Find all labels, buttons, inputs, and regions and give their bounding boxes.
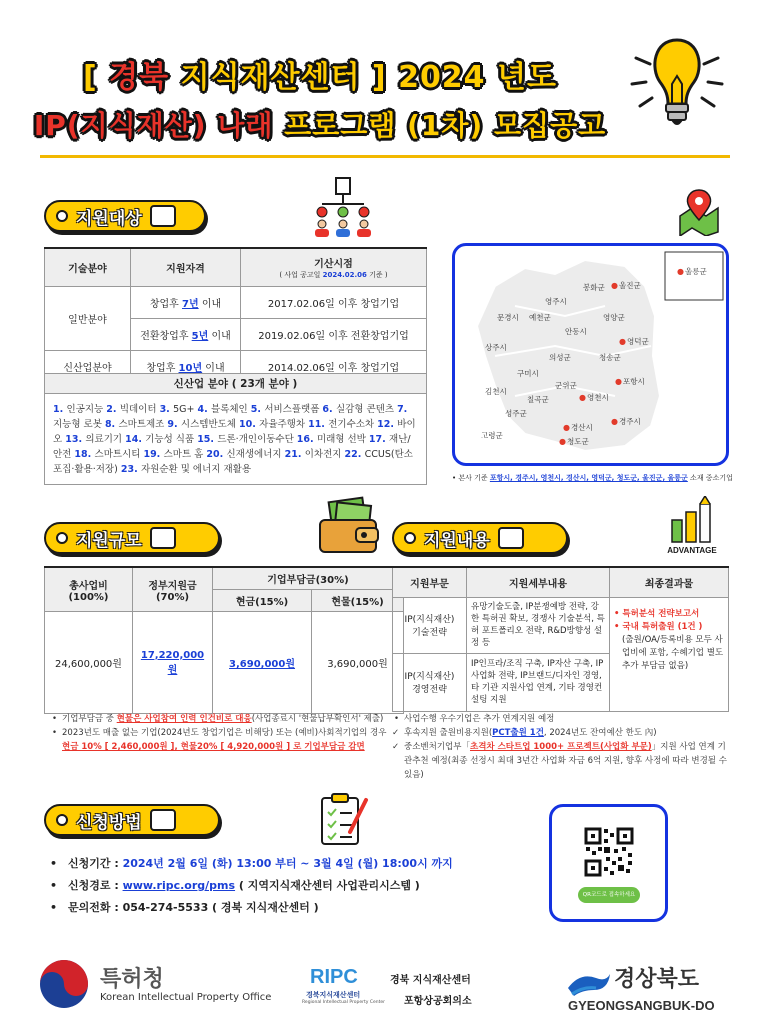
map-region-label: ●청도군 [559,437,589,446]
apply-route-link[interactable]: www.ripc.org/pms [122,879,236,892]
cell-qual: 창업후 7년 이내 [131,286,241,318]
qr-code[interactable] [584,827,634,877]
location-pin-icon: ● [563,423,570,432]
calculator-icon [150,527,176,549]
th-total: 총사업비 (100%) [45,567,133,612]
section-apply-pill [44,804,220,836]
map-region-label: 영주시 [545,297,567,306]
building-icon [150,205,176,227]
cell-date: 2017.02.06일 이후 창업기업 [241,286,427,318]
scale-note-2: • 2023년도 매출 없는 기업(2024년도 창업기업은 비해당) 또는 (예비)사회적기업의 경우 현금 10% [ 2,460,000원 ], 현물20% [ 4,920,000원 ] 로 기업부담금 감면 [50,726,392,754]
map-region-label: ●울릉군 [677,267,707,276]
cell-mgmt-strategy: IP(지식재산) 경영전략 [393,653,467,711]
clipboard-icon [316,790,372,848]
center-name-2: 포항상공회의소 [404,996,472,1007]
section-target-title: 지원대상 [76,208,142,229]
ripc-sub: 경북지식재산센터 [306,991,361,999]
center-name-1: 경북 지식재산센터 [390,975,471,986]
th-qualification: 지원자격 [131,248,241,286]
industry-item: 16. 미래형 선박 [296,434,366,445]
industry-item: 15. 드론·개인이동수단 [197,434,294,445]
section-scale-title: 지원규모 [76,530,142,551]
content-note-3: ✓ 중소벤처기업부「초격차 스타트업 1000+ 프로젝트(사업화 부문)」지원 사업 연계 기관추천 예정(최종 선정시 최대 3년간 사업화 자금 6억 지원, 향후 사정에 따라 변경될 수 있음) [392,740,730,782]
content-note-2: ✓ 후속지원 출원비용지원(PCT출원 1건, 2024년도 잔여예산 한도 內) [392,726,730,740]
th-cash: 현금(15%) [213,590,312,612]
bullet-dot [56,814,68,826]
team-checklist-icon [308,176,378,238]
location-pin-icon: ● [611,417,618,426]
th-burden: 기업부담금(30%) [213,567,404,590]
bullet-dot [56,210,68,222]
scale-table [44,566,404,714]
title-line-1: [ 경북 지식재산센터 ] 2024 년도 [83,60,557,95]
map-region-label: 영양군 [603,313,625,322]
location-pin-icon: ● [559,437,566,446]
content-notes-check [392,726,730,782]
new-industry-title: 신산업 분야 ( 23개 분야 ) [45,374,426,394]
industry-item: 7. 지능형 로봇 [53,404,408,430]
map-note: • 본사 기준 포항시, 경주시, 영천시, 경산시, 영덕군, 청도군, 울진군, 울릉군 소재 중소기업 [452,474,733,482]
cell-mgmt-detail: IP인프라/조직 구축, IP자산 구축, IP사업화 전략, IP브랜드/디자인 경영, 타 기관 지원사업 연계, 기타 경영컨설팅 지원 [467,653,610,711]
industry-item: 1. 인공지능 [53,404,104,415]
industry-item: 22. CCUS(탄소포집·활용·저장) [53,449,413,475]
kipo-english: Korean Intellectual Property Office [100,992,272,1003]
map-region-label: 상주시 [485,343,507,352]
apply-period: • 신청기간 : 2024년 2월 6일 (화) 13:00 부터 ~ 3월 4일 (월) 18:00시 까지 [50,853,453,875]
map-region-label: 예천군 [529,313,551,322]
location-pin-icon: ● [611,281,618,290]
kipo-emblem-icon [38,958,90,1010]
title-rule [40,155,730,158]
apply-route: • 신청경로 : www.ripc.org/pms ( 지역지식재산센터 사업관리시스템 ) [50,875,453,897]
cell-total: 24,600,000원 [45,612,133,714]
new-industry-list [45,394,426,485]
industry-item: 19. 스마트 홈 [143,449,204,460]
lightbulb-icon [622,18,732,138]
location-pin-icon: ● [579,393,586,402]
cell-new-industry-field: 신산업분야 [45,350,131,382]
industry-item: 4. 블록체인 [197,404,248,415]
map-region-label: 군위군 [555,381,577,390]
wallet-icon [316,496,382,556]
th-kind: 현물(15%) [312,590,404,612]
industry-item: 21. 이차전지 [284,449,342,460]
gyeongbuk-logo-icon [566,968,612,998]
th-gov: 정부지원금 (70%) [133,567,213,612]
industry-item: 13. 의료기기 [65,434,123,445]
presentation-icon [498,527,524,549]
map-region-label: 고령군 [481,431,503,440]
industry-item: 3. 5G+ [159,404,195,415]
map-region-label: 청송군 [599,353,621,362]
bullet-dot [404,532,416,544]
map-region-label: ●경산시 [563,423,593,432]
map-region-label: 의성군 [549,353,571,362]
cell-qual: 창업후 10년 이내 [131,350,241,382]
gyeongbuk-name: 경상북도 [614,967,700,992]
title-line-2: IP(지식재산) 나래 프로그램 (1차) 모집공고 [33,109,607,142]
advantage-icon [662,496,722,558]
scale-note-1: • 기업부담금 중 현물은 사업참여 인력 인건비로 대응(사업종료시 '현물납부확인서' 제출) [50,712,392,726]
cell-cash: 3,690,000원 [213,612,312,714]
kipo-name: 특허청 [100,967,164,992]
cell-qual: 전환창업후 5년 이내 [131,318,241,350]
map-region-label: ●경주시 [611,417,641,426]
th-base-date: 기산시점 ( 사업 공고일 2024.02.06 기준 ) [241,248,427,286]
section-content-pill [392,522,568,554]
cell-date: 2014.02.06일 이후 창업기업 [241,350,427,382]
industry-item: 18. 스마트시티 [74,449,141,460]
date-note: ( 사업 공고일 2024.02.06 기준 ) [279,270,388,279]
th-category: 지원부문 [393,567,467,597]
map-region-label: ●울진군 [611,281,641,290]
map-region-label: ●영덕군 [619,337,649,346]
apply-list [50,853,453,919]
industry-item: 23. 자원순환 및 에너지 재활용 [120,464,251,475]
cell-gov: 17,220,000원 [133,612,213,714]
industry-item: 12. 바이오 [53,419,416,445]
gyeongbuk-english: GYEONGSANGBUK-DO [568,998,715,1013]
result-1: • 특허분석 전략보고서 [614,608,700,619]
new-industry-box [44,373,427,485]
cell-date: 2019.02.06일 이후 전환창업기업 [241,318,427,350]
cell-result [610,597,729,711]
industry-item: 9. 시스템반도체 [167,419,236,430]
section-apply-title: 신청방법 [76,812,142,833]
map-region-label: 문경시 [497,313,519,322]
apply-contact: • 문의전화 : 054-274-5533 ( 경북 지식재산센터 ) [50,897,453,919]
ripc-logo: RIPC [310,966,358,988]
cell-tech-detail: 유망기술도출, IP분쟁예방 전략, 강한 특허권 확보, 경쟁사 기술분석, 특허 포트폴리오 전략, R&D방향성 설정 등 [467,597,610,653]
industry-item: 14. 기능성 식품 [125,434,195,445]
target-table [44,247,427,383]
industry-item: 8. 스마트제조 [104,419,165,430]
map-region-label: ●포항시 [615,377,645,386]
th-result: 최종결과물 [610,567,729,597]
th-field: 기술분야 [45,248,131,286]
map-region-label: 구미시 [517,369,539,378]
map-region-label: 봉화군 [583,283,605,292]
industry-item: 2. 빅데이터 [106,404,157,415]
result-2: • 국내 특허출원 (1건 ) [614,621,703,632]
industry-item: 20. 신재생에너지 [206,449,282,460]
industry-item: 5. 서비스플랫폼 [250,404,320,415]
map-region-label: 김천시 [485,387,507,396]
industry-item: 11. 전기수소차 [308,419,375,430]
industry-item: 17. 재난/안전 [53,434,411,460]
ripc-sub2: Regional Intellectual Property Center [302,1000,385,1005]
bullet-dot [56,532,68,544]
map-region-label: 칠곡군 [527,395,549,404]
map-region-label: 안동시 [565,327,587,336]
section-scale-pill [44,522,220,554]
map-region-label: 성주군 [505,409,527,418]
content-note-1: • 사업수행 우수기업은 추가 연계지원 예정 [392,712,730,726]
qr-box [549,804,668,922]
industry-item: 6. 실감형 콘텐츠 [322,404,395,415]
location-pin-icon: ● [615,377,622,386]
scale-notes [50,712,392,754]
location-pin-icon: ● [619,337,626,346]
industry-item: 10. 자율주행차 [239,419,306,430]
gyeongbuk-map [452,243,729,466]
location-pin-icon: ● [677,267,684,276]
content-table [392,566,729,712]
content-notes [392,712,730,726]
qr-button[interactable]: QR코드로 접속하세요 [578,887,640,903]
checklist-icon [150,809,176,831]
map-pin-icon [676,186,722,236]
section-content-title: 지원내용 [424,530,490,551]
cell-kind: 3,690,000원 [312,612,404,714]
result-3: (출원/OA/등록비용 모두 사업비에 포함, 수혜기업 별도 추가 부담금 없음) [622,634,724,671]
advantage-label: ADVANTAGE [667,546,717,555]
map-region-label: ●영천시 [579,393,609,402]
cell-general-field: 일반분야 [45,286,131,350]
th-detail: 지원세부내용 [467,567,610,597]
section-target-pill [44,200,206,232]
cell-tech-strategy: IP(지식재산) 기술전략 [393,597,467,653]
